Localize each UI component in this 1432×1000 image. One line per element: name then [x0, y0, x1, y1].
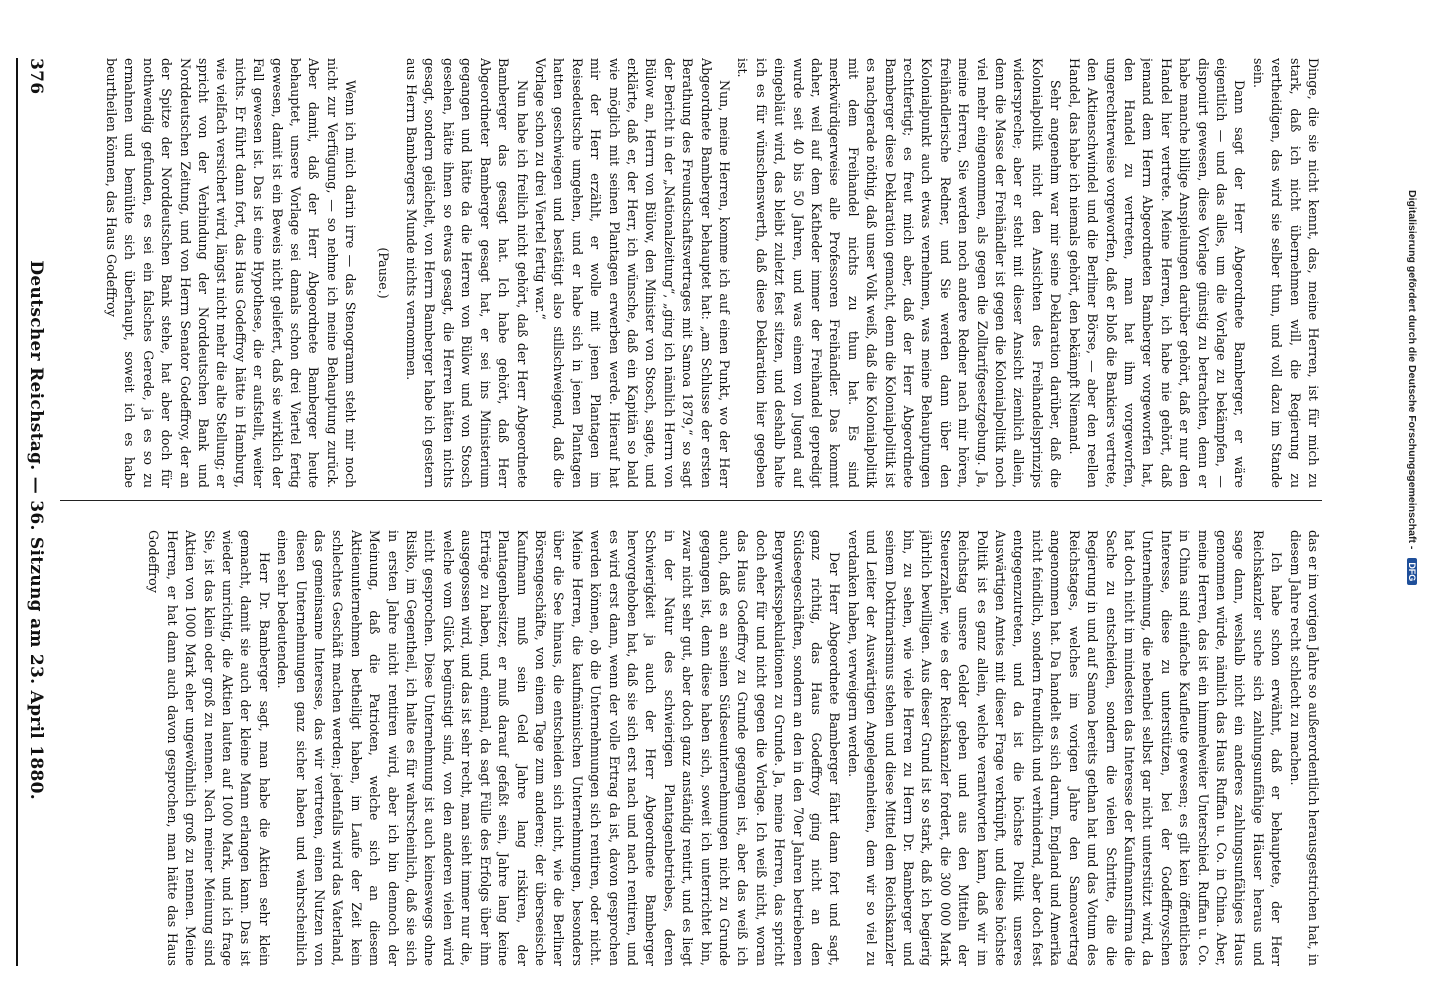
column-divider — [60, 500, 1322, 501]
paragraph: Sehr angenehm war mir seine Deklaration darüber, daß die Kolonialpolitik nicht den Ansichten des Freihandelsprinzips widerspreche; aber er steht mit dieser Ansicht ziemlich allein, denn die Masse der Freihändler ist gegen die Kolonialpolitik noch viel mehr eingenommen, als gegen die Zolltarifgesetzgebung. Ja, meine Herren, Sie werden noch andere Redner nach mir hören, freihändlerische Redner, und Sie werden dann über den Kolonialpunkt auch etwas vernehmen, was meine Behauptungen rechtfertigt; es freut mich aber, daß der Herr Abgeordnete Bamberger diese Deklaration gemacht, denn die Kolonialpolitik ist es nachgerade nöthig, daß unser Volk weiß, daß die Kolonialpolitik mit dem Freihandel nichts zu thun hat. Es sind merkwürdigerweise alle Professoren Freihändler. Das kommt daher, weil auf dem Katheder immer der Freihandel gepredigt wurde seit 40 bis 50 Jahren, und was einem von Jugend auf eingebläut wird, das bleibt zuletzt fest sitzen, und deshalb halte ich es für wünschenswerth, daß diese Deklaration hier gegeben ist. — [735, 58, 1064, 488]
credit-text: Digitalisierung gefördert durch die Deutsche Forschungsgemeinschaft - — [1406, 190, 1418, 550]
paragraph: Der Herr Abgeordnete Bamberger fährt dann fort und sagt, ganz richtig, das Haus Godeffroy ging nicht an den Südseegeschäften, sondern an den in den 70er Jahren betriebenen Bergwerksspekulationen zu Grunde. Ja, meine Herren, das spricht doch eher für und nicht gegen die Vorlage. Ich weiß nicht, woran das Haus Godeffroy zu Grunde gegangen ist, aber das weiß ich auch, daß es an seinen Südseeunternehmungen nicht zu Grunde gegangen ist, denn diese haben sich, soweit ich unterrichtet bin, zwar nicht sehr gut, aber doch ganz anständig rentirt, und es liegt in der Natur des schwierigen Plantagenbetriebes, deren Schwierigkeit ja auch der Herr Abgeordnete Bamberger hervorgehoben hat, daß sie sich erst nach und nach rentiren, und es wird erst dann, wenn der volle Ertrag da ist, davon gesprochen werden können, ob die Unternehmungen sich rentiren, oder nicht. Meine Herren, die kaufmännischen Unternehmungen, besonders über die See hinaus, die entscheiden sich nicht, wie die Berliner Börsengeschäfte, von einem Tage zum anderen; der überseeische Kaufmann muß sein Geld Jahre lang riskiren, der Plantagenbesitzer, er muß darauf gefaßt sein, Jahre lang keine Erträge zu haben, und, einmal, da sagt Fülle des Erfolgs über ihm ausgegossen wird, und das ist sehr recht, man sieht immer nur die, welche vom Glück begünstigt sind, von den anderen vielen wird nicht gesprochen. Diese Unternehmung ist auch keineswegs ohne Risiko, im Gegentheil, ich halte es für wahrscheinlich, daß sie sich in ersten Jahre nicht rentiren wird, aber ich bin dennoch der Meinung, daß die Patrioten, welche sich an diesem Aktienunternehmen betheiligt haben, im Laufe der Zeit kein schlechtes Geschäft machen werden; jedenfalls wird das Vaterland, das gemeinsame Interesse, das wir vertreten, einen Nutzen von diesen Unternehmungen ganz sicher haben und wahrscheinlich einen sehr bedeutenden. — [275, 530, 843, 966]
page-header-title: Deutscher Reichstag. — 36. Sitzung am 23. April 1880. — [26, 260, 46, 800]
paragraph: Nun, meine Herren, komme ich auf einen Punkt, wo der Herr Abgeordnete Bamberger behauptet hat: „am Schlusse der ersten Berathung des Freundschaftsvertrages mit Samoa 1879,“ so sagt der Bericht in der „Nationalzeitung“, „ging ich nämlich Herrn von Bülow an, Herrn von Bülow, den Minister von Stosch, sagte, und erklärte, daß er, der Herr, ich wünsche, daß ein Kapitän so bald wie möglich mit seinen Plantagen erwerben werde. Hierauf hat mir der Herr erzählt, er wolle mit jenen Plantagen im Reisedeutsche umgehen, und er habe sich in jenen Plantagen hatten geschwiegen und bestätigt also stillschweigend, daß die Vorlage schon zu drei Viertel fertig war.“ — [532, 58, 732, 488]
paragraph: Herr Dr. Bamberger sagt, man habe die Aktien sehr klein gemacht, damit sie auch der kleine Mann erlangen kann. Das ist wieder unrichtig, die Aktien lauten auf 1000 Mark, und ich frage Sie, ist das klein oder groß zu nennen. Nach meiner Meinung sind Aktien von 1000 Mark eher ungewöhnlich groß zu nennen. Meine Herren, er hat dann auch davon gesprochen, man hätte das Haus Godeffroy — [146, 530, 272, 966]
page-number: 376 — [26, 58, 46, 95]
paragraph: das er im vorigen Jahre so außerordentlich herausgestrichen hat, in diesem Jahre recht schlecht zu machen. — [1287, 530, 1321, 966]
paragraph: (Pause.) — [375, 247, 391, 299]
dfg-logo-badge: DFG — [1407, 558, 1417, 585]
paragraph: Nun habe ich freilich nicht gehört, daß der Herr Abgeordnete Bamberger das gesagt hat. Ich habe gehört, daß Herr Abgeordneter Bamberger gesagt hat, er sei ins Ministerium gegangen und hätte da die Herren von Bülow und von Stosch gesehen, hätte ihnen so etwas gesagt, die Herren hätten nichts gesagt, sondern gelächelt, von Herrn Bamberger habe ich gestern aus Herrn Bambergers Munde nichts vernommen. — [404, 58, 530, 488]
header-rule — [16, 58, 18, 966]
paragraph: Ich habe schon erwähnt, daß er behauptete, der Herr Reichskanzler suche sich zahlungsunfähige Häuser heraus und sage dann, weshalb nicht ein anderes zahlungsunfähiges Haus genommen würde, nämlich das Haus Ruffan u. Co. in China. Aber, meine Herren, das ist ein himmelweiter Unterschied. Ruffan u. Co. in China sind einfache Kaufleute gewesen; es gilt kein öffentliches Interesse, diese zu unterstützen, bei der Godeffroyschen Unternehmung, die nebenbei selbst gar nicht unterstützt wird, da hat doch nicht im mindesten das Interesse der Kaufmannsfirma die Sache zu entscheiden, sondern die vielen Schritte, die die Regierung in und auf Samoa bereits gethan hat und das Votum des Reichstages, welches im vorigen Jahre den Samoavertrag angenommen hat. Da handelt es sich darum, England und Amerika nicht feindlich, sondern freundlich und verhindernd, aber doch fest entgegenzutreten, und da ist die höchste Politik unseres Auswärtigen Amtes mit dieser Frage verknüpft, und diese höchste Politik ist es ganz allein, welche verantworten kann, daß wir im Reichstag unsere Gelder geben und aus den Mitteln der Steuerzahler, wie es der Reichskanzler fordert, die 300 000 Mark jährlich bewilligen. Aus dieser Grund ist so stark, daß ich begierig bin, zu sehen, wie viele Herren zu Herrn Dr. Bamberger und seinem Doktrinarismus stehen und diese Mittel dem Reichskanzler und Leiter der Auswärtigen Angelegenheiten, dem wir so viel zu verdanken haben, verweigern werden. — [845, 530, 1285, 966]
page-header — [22, 58, 50, 966]
paragraph: Dinge, die sie nicht kennt, das, meine Herren, ist für mich zu stark, daß ich nicht übernehmen will, die Regierung zu vertheidigen, das wird sie selber thun, und voll dazu im Stande sein. — [1250, 58, 1321, 488]
paragraph: Wenn ich mich darin irre — das Stenogramm steht mir noch nicht zur Verfügung, — so nehme ich meine Behauptung zurück. Aber damit, daß der Herr Abgeordnete Bamberger heute behauptet, unsere Vorlage sei damals schon drei Viertel fertig gewesen, damit ist ein Beweis nicht geliefert, daß sie wirklich der Fall gewesen ist. Das ist eine Hypothese, die er aufstellt, weiter nichts. Er führt dann fort, das Haus Godeffroy hätte in Hamburg, wie vielfach versichert wird, längst nicht mehr die alte Stellung; er spricht von der Verbindung der Norddeutschen Bank und Norddeutschen Zeitung, und von Herrn Senator Godeffroy, der an der Spitze der Norddeutschen Bank stehe, hat aber doch für nothwendig gefunden, es sei ein falsches Gerede, ja es so zu ermahnen und bemühte sich überhaupt, soweit ich es habe beurtheilen können, das Haus Godeffroy — [104, 58, 359, 488]
left-column — [70, 58, 1322, 488]
right-column — [70, 530, 1322, 966]
paragraph: Dann sagt der Herr Abgeordnete Bamberger, er wäre eigentlich — und das alles, um die Vorlage zu bekämpfen, — disponirt gewesen, diese Vorlage günstig zu betrachten, denn er habe manche billige Anspielungen darüber gehört, daß er nur den Handel hier vertrete. Meine Herren, ich habe nie gehört, daß jemand dem Herrn Abgeordneten Bamberger vorgeworfen hat, den Handel zu vertreten, man hat ihm vorgeworfen, ungerechterweise vorgeworfen, daß er bloß die Bankiers vertrete, den Aktienschwindel und die Berliner Börse, — aber den reellen Handel, das habe ich niemals gehört, den bekämpft Niemand. — [1066, 58, 1248, 488]
